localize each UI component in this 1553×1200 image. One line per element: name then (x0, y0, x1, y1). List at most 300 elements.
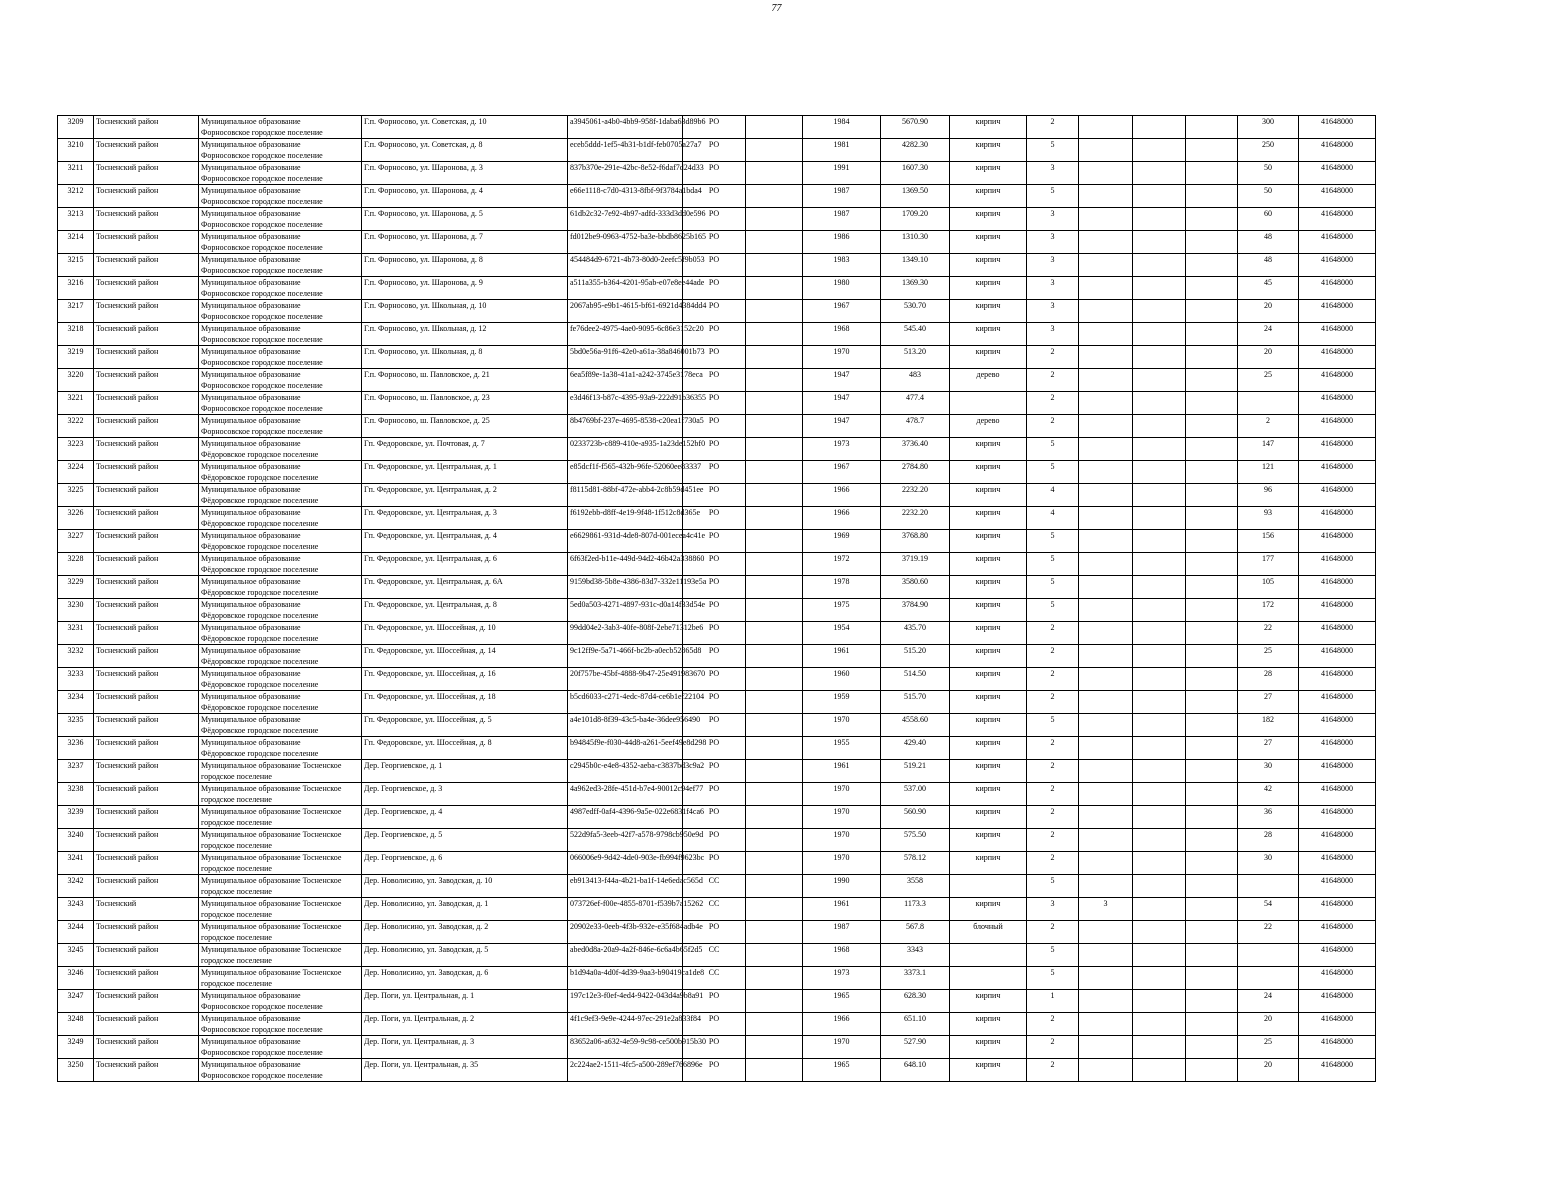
area-cell: 519.21 (881, 760, 950, 783)
oktmo-cell: 41648000 (1299, 1036, 1376, 1059)
material-cell: кирпич (950, 898, 1027, 921)
empty-cell (1186, 277, 1238, 300)
address-cell: Г.п. Форносово, ул. Советская, д. 10 (362, 116, 568, 139)
address-cell: Г.п. Форносово, ул. Шаронова, д. 7 (362, 231, 568, 254)
district-cell: Тосненский район (94, 760, 199, 783)
guid-cell: 454484d9-6721-4b73-80d0-2eefc5f9b053 (568, 254, 683, 277)
ownership-form-cell: РО (683, 254, 746, 277)
ownership-form-cell: СС (683, 875, 746, 898)
material-cell: кирпич (950, 300, 1027, 323)
entrances-cell (1079, 277, 1133, 300)
floors-cell: 3 (1027, 898, 1079, 921)
municipality-line: Форносовское городское поселение (201, 289, 323, 298)
guid-cell: fd012be9-0963-4752-ba3e-bbdb8625b165 (568, 231, 683, 254)
floors-cell: 5 (1027, 553, 1079, 576)
ownership-form-cell: РО (683, 806, 746, 829)
material-cell: дерево (950, 415, 1027, 438)
apartments-cell: 28 (1238, 668, 1299, 691)
municipality-line: городское поселение (201, 864, 272, 873)
guid-cell: e66e1118-c7d0-4313-8fbf-9f3784a1bda4 (568, 185, 683, 208)
row-number: 3219 (58, 346, 94, 369)
floors-cell: 2 (1027, 645, 1079, 668)
entrances-cell (1079, 967, 1133, 990)
area-cell: 578.12 (881, 852, 950, 875)
apartments-cell: 48 (1238, 231, 1299, 254)
entrances-cell (1079, 852, 1133, 875)
ownership-form-cell: СС (683, 898, 746, 921)
material-cell: кирпич (950, 254, 1027, 277)
apartments-cell: 50 (1238, 185, 1299, 208)
apartments-cell (1238, 967, 1299, 990)
oktmo-cell: 41648000 (1299, 783, 1376, 806)
municipality-cell (199, 599, 362, 622)
empty-cell (1133, 760, 1186, 783)
empty-cell (746, 162, 803, 185)
area-cell: 3768.80 (881, 530, 950, 553)
municipality-line: Фёдоровское городское поселение (201, 496, 319, 505)
empty-cell (1186, 967, 1238, 990)
apartments-cell: 30 (1238, 852, 1299, 875)
municipality-cell (199, 622, 362, 645)
table-row (58, 231, 1376, 254)
table-row (58, 162, 1376, 185)
entrances-cell (1079, 1036, 1133, 1059)
table-row (58, 691, 1376, 714)
year-cell: 1987 (803, 921, 881, 944)
year-cell: 1978 (803, 576, 881, 599)
empty-cell (1133, 162, 1186, 185)
empty-cell (746, 369, 803, 392)
row-number: 3226 (58, 507, 94, 530)
municipality-line: Форносовское городское поселение (201, 1048, 323, 1057)
municipality-line: Муниципальное образование Тосненское (201, 968, 342, 977)
year-cell: 1983 (803, 254, 881, 277)
guid-cell: 0233723b-c889-410e-a935-1a23de152bf0 (568, 438, 683, 461)
oktmo-cell: 41648000 (1299, 990, 1376, 1013)
apartments-cell: 24 (1238, 323, 1299, 346)
address-cell: Дер. Поги, ул. Центральная, д. 3 (362, 1036, 568, 1059)
empty-cell (746, 461, 803, 484)
entrances-cell: 3 (1079, 898, 1133, 921)
material-cell: кирпич (950, 346, 1027, 369)
oktmo-cell: 41648000 (1299, 967, 1376, 990)
table-row (58, 737, 1376, 760)
oktmo-cell: 41648000 (1299, 898, 1376, 921)
floors-cell: 2 (1027, 921, 1079, 944)
area-cell: 429.40 (881, 737, 950, 760)
row-number: 3238 (58, 783, 94, 806)
empty-cell (1133, 921, 1186, 944)
row-number: 3239 (58, 806, 94, 829)
year-cell: 1960 (803, 668, 881, 691)
municipality-cell (199, 139, 362, 162)
year-cell: 1970 (803, 806, 881, 829)
area-cell: 628.30 (881, 990, 950, 1013)
address-cell: Гп. Федоровское, ул. Центральная, д. 6 (362, 553, 568, 576)
empty-cell (1133, 714, 1186, 737)
address-cell: Гп. Федоровское, ул. Центральная, д. 6А (362, 576, 568, 599)
municipality-cell (199, 714, 362, 737)
municipality-line: Муниципальное образование (201, 439, 301, 448)
empty-cell (746, 185, 803, 208)
area-cell: 530.70 (881, 300, 950, 323)
row-number: 3209 (58, 116, 94, 139)
area-cell: 477.4 (881, 392, 950, 415)
table-row (58, 599, 1376, 622)
table-row (58, 277, 1376, 300)
row-number: 3220 (58, 369, 94, 392)
year-cell: 1970 (803, 346, 881, 369)
municipality-line: Форносовское городское поселение (201, 1025, 323, 1034)
oktmo-cell: 41648000 (1299, 806, 1376, 829)
municipality-cell (199, 760, 362, 783)
apartments-cell: 28 (1238, 829, 1299, 852)
entrances-cell (1079, 760, 1133, 783)
empty-cell (1186, 898, 1238, 921)
guid-cell: eceb5ddd-1ef5-4b31-b1df-feb0705a27a7 (568, 139, 683, 162)
empty-cell (1186, 760, 1238, 783)
municipality-line: городское поселение (201, 933, 272, 942)
row-number: 3230 (58, 599, 94, 622)
empty-cell (746, 645, 803, 668)
area-cell: 1607.30 (881, 162, 950, 185)
apartments-cell: 250 (1238, 139, 1299, 162)
oktmo-cell: 41648000 (1299, 507, 1376, 530)
area-cell: 435.70 (881, 622, 950, 645)
ownership-form-cell: РО (683, 1013, 746, 1036)
year-cell: 1987 (803, 185, 881, 208)
municipality-line: Муниципальное образование (201, 715, 301, 724)
district-cell: Тосненский район (94, 622, 199, 645)
oktmo-cell: 41648000 (1299, 300, 1376, 323)
entrances-cell (1079, 162, 1133, 185)
apartments-cell: 20 (1238, 300, 1299, 323)
material-cell: кирпич (950, 1059, 1027, 1082)
ownership-form-cell: СС (683, 944, 746, 967)
empty-cell (746, 254, 803, 277)
ownership-form-cell: РО (683, 438, 746, 461)
floors-cell: 5 (1027, 599, 1079, 622)
entrances-cell (1079, 139, 1133, 162)
empty-cell (1133, 806, 1186, 829)
oktmo-cell: 41648000 (1299, 921, 1376, 944)
municipality-line: Форносовское городское поселение (201, 1071, 323, 1080)
empty-cell (1133, 737, 1186, 760)
material-cell: кирпич (950, 576, 1027, 599)
address-cell: Гп. Федоровское, ул. Шоссейная, д. 18 (362, 691, 568, 714)
address-cell: Гп. Федоровское, ул. Центральная, д. 1 (362, 461, 568, 484)
row-number: 3235 (58, 714, 94, 737)
year-cell: 1970 (803, 783, 881, 806)
municipality-line: Муниципальное образование (201, 991, 301, 1000)
row-number: 3212 (58, 185, 94, 208)
table-row (58, 668, 1376, 691)
municipality-line: Муниципальное образование (201, 1014, 301, 1023)
ownership-form-cell: РО (683, 461, 746, 484)
row-number: 3227 (58, 530, 94, 553)
district-cell: Тосненский район (94, 599, 199, 622)
ownership-form-cell: РО (683, 116, 746, 139)
oktmo-cell: 41648000 (1299, 1059, 1376, 1082)
address-cell: Гп. Федоровское, ул. Шоссейная, д. 10 (362, 622, 568, 645)
entrances-cell (1079, 599, 1133, 622)
municipality-line: Форносовское городское поселение (201, 151, 323, 160)
apartments-cell: 24 (1238, 990, 1299, 1013)
floors-cell: 3 (1027, 277, 1079, 300)
empty-cell (1186, 553, 1238, 576)
material-cell: кирпич (950, 162, 1027, 185)
apartments-cell (1238, 875, 1299, 898)
address-cell: Дер. Новолисино, ул. Заводская, д. 1 (362, 898, 568, 921)
year-cell: 1984 (803, 116, 881, 139)
entrances-cell (1079, 691, 1133, 714)
row-number: 3222 (58, 415, 94, 438)
district-cell: Тосненский район (94, 1036, 199, 1059)
entrances-cell (1079, 484, 1133, 507)
year-cell: 1986 (803, 231, 881, 254)
empty-cell (746, 116, 803, 139)
municipality-line: Фёдоровское городское поселение (201, 657, 319, 666)
empty-cell (1133, 898, 1186, 921)
empty-cell (1186, 806, 1238, 829)
municipality-line: Муниципальное образование Тосненское (201, 784, 342, 793)
oktmo-cell: 41648000 (1299, 668, 1376, 691)
floors-cell: 4 (1027, 507, 1079, 530)
empty-cell (1133, 875, 1186, 898)
municipality-line: Фёдоровское городское поселение (201, 588, 319, 597)
housing-register-table (57, 115, 1376, 1082)
municipality-cell (199, 507, 362, 530)
ownership-form-cell: РО (683, 323, 746, 346)
table-row (58, 553, 1376, 576)
municipality-line: Форносовское городское поселение (201, 266, 323, 275)
floors-cell: 5 (1027, 530, 1079, 553)
municipality-line: Муниципальное образование Тосненское (201, 899, 342, 908)
municipality-line: Муниципальное образование (201, 140, 301, 149)
material-cell: кирпич (950, 507, 1027, 530)
ownership-form-cell: РО (683, 277, 746, 300)
guid-cell: a3945061-a4b0-4bb9-958f-1daba63d89b6 (568, 116, 683, 139)
guid-cell: e85dcf1f-f565-432b-96fe-52060ee83337 (568, 461, 683, 484)
apartments-cell: 36 (1238, 806, 1299, 829)
address-cell: Дер. Поги, ул. Центральная, д. 2 (362, 1013, 568, 1036)
municipality-cell (199, 852, 362, 875)
ownership-form-cell: РО (683, 208, 746, 231)
row-number: 3232 (58, 645, 94, 668)
row-number: 3231 (58, 622, 94, 645)
oktmo-cell: 41648000 (1299, 645, 1376, 668)
floors-cell: 5 (1027, 185, 1079, 208)
year-cell: 1954 (803, 622, 881, 645)
area-cell: 3580.60 (881, 576, 950, 599)
empty-cell (1186, 438, 1238, 461)
apartments-cell: 25 (1238, 1036, 1299, 1059)
municipality-line: городское поселение (201, 887, 272, 896)
empty-cell (746, 668, 803, 691)
empty-cell (1186, 415, 1238, 438)
oktmo-cell: 41648000 (1299, 1013, 1376, 1036)
year-cell: 1970 (803, 1036, 881, 1059)
entrances-cell (1079, 369, 1133, 392)
guid-cell: eb913413-f44a-4b21-ba1f-14e6edac565d (568, 875, 683, 898)
empty-cell (746, 277, 803, 300)
empty-cell (1186, 714, 1238, 737)
empty-cell (746, 714, 803, 737)
row-number: 3233 (58, 668, 94, 691)
apartments-cell: 20 (1238, 1013, 1299, 1036)
empty-cell (1186, 645, 1238, 668)
municipality-line: Фёдоровское городское поселение (201, 565, 319, 574)
empty-cell (1186, 346, 1238, 369)
material-cell: кирпич (950, 852, 1027, 875)
empty-cell (1133, 668, 1186, 691)
empty-cell (1186, 944, 1238, 967)
entrances-cell (1079, 783, 1133, 806)
municipality-line: Муниципальное образование (201, 301, 301, 310)
municipality-line: Муниципальное образование (201, 370, 301, 379)
municipality-line: Муниципальное образование (201, 623, 301, 632)
year-cell: 1966 (803, 1013, 881, 1036)
year-cell: 1961 (803, 645, 881, 668)
entrances-cell (1079, 1059, 1133, 1082)
area-cell: 3736.40 (881, 438, 950, 461)
empty-cell (1186, 484, 1238, 507)
empty-cell (1133, 231, 1186, 254)
area-cell: 478.7 (881, 415, 950, 438)
entrances-cell (1079, 208, 1133, 231)
guid-cell: 6f63f2ed-b11e-449d-94d2-46b42a338860 (568, 553, 683, 576)
table-row (58, 323, 1376, 346)
area-cell: 2232.20 (881, 507, 950, 530)
municipality-cell (199, 829, 362, 852)
material-cell: кирпич (950, 714, 1027, 737)
material-cell: кирпич (950, 668, 1027, 691)
municipality-line: Муниципальное образование Тосненское (201, 807, 342, 816)
municipality-line: Муниципальное образование (201, 669, 301, 678)
municipality-cell (199, 530, 362, 553)
address-cell: Г.п. Форносово, ул. Шаронова, д. 3 (362, 162, 568, 185)
ownership-form-cell: РО (683, 645, 746, 668)
empty-cell (746, 576, 803, 599)
district-cell: Тосненский район (94, 737, 199, 760)
entrances-cell (1079, 346, 1133, 369)
area-cell: 5670.90 (881, 116, 950, 139)
year-cell: 1967 (803, 461, 881, 484)
municipality-line: городское поселение (201, 979, 272, 988)
empty-cell (1186, 323, 1238, 346)
ownership-form-cell: РО (683, 1036, 746, 1059)
area-cell: 4558.60 (881, 714, 950, 737)
guid-cell: 9c12ff9e-5a71-466f-bc2b-a0ecb52865d8 (568, 645, 683, 668)
entrances-cell (1079, 806, 1133, 829)
district-cell: Тосненский район (94, 323, 199, 346)
municipality-cell (199, 185, 362, 208)
empty-cell (746, 760, 803, 783)
empty-cell (746, 507, 803, 530)
material-cell: кирпич (950, 116, 1027, 139)
row-number: 3248 (58, 1013, 94, 1036)
oktmo-cell: 41648000 (1299, 576, 1376, 599)
address-cell: Г.п. Форносово, ул. Советская, д. 8 (362, 139, 568, 162)
district-cell: Тосненский район (94, 277, 199, 300)
municipality-line: Форносовское городское поселение (201, 381, 323, 390)
area-cell: 1310.30 (881, 231, 950, 254)
table-row (58, 300, 1376, 323)
area-cell: 513.20 (881, 346, 950, 369)
floors-cell: 5 (1027, 576, 1079, 599)
ownership-form-cell: РО (683, 300, 746, 323)
floors-cell: 2 (1027, 668, 1079, 691)
empty-cell (1186, 208, 1238, 231)
guid-cell: 073726ef-f00e-4855-8701-f539b7a15262 (568, 898, 683, 921)
district-cell: Тосненский район (94, 921, 199, 944)
floors-cell: 2 (1027, 829, 1079, 852)
apartments-cell: 42 (1238, 783, 1299, 806)
table-row (58, 875, 1376, 898)
municipality-cell (199, 323, 362, 346)
empty-cell (1133, 415, 1186, 438)
area-cell: 1369.30 (881, 277, 950, 300)
district-cell: Тосненский район (94, 691, 199, 714)
oktmo-cell: 41648000 (1299, 162, 1376, 185)
table-row (58, 783, 1376, 806)
empty-cell (1133, 300, 1186, 323)
area-cell: 567.8 (881, 921, 950, 944)
entrances-cell (1079, 254, 1133, 277)
area-cell: 575.50 (881, 829, 950, 852)
row-number: 3223 (58, 438, 94, 461)
municipality-cell (199, 1059, 362, 1082)
apartments-cell: 96 (1238, 484, 1299, 507)
row-number: 3242 (58, 875, 94, 898)
municipality-cell (199, 438, 362, 461)
address-cell: Дер. Поги, ул. Центральная, д. 35 (362, 1059, 568, 1082)
area-cell: 2784.80 (881, 461, 950, 484)
municipality-line: Муниципальное образование (201, 692, 301, 701)
oktmo-cell: 41648000 (1299, 415, 1376, 438)
guid-cell: 61db2c32-7e92-4b97-adfd-333d3dd0e596 (568, 208, 683, 231)
entrances-cell (1079, 714, 1133, 737)
table-row (58, 116, 1376, 139)
row-number: 3216 (58, 277, 94, 300)
apartments-cell: 182 (1238, 714, 1299, 737)
year-cell: 1959 (803, 691, 881, 714)
ownership-form-cell: РО (683, 507, 746, 530)
guid-cell: 20f757be-45bf-4888-9b47-25e491983670 (568, 668, 683, 691)
oktmo-cell: 41648000 (1299, 484, 1376, 507)
guid-cell: 2c224ae2-1511-4fc5-a500-289ef766896e (568, 1059, 683, 1082)
empty-cell (1133, 208, 1186, 231)
municipality-cell (199, 668, 362, 691)
address-cell: Гп. Федоровское, ул. Шоссейная, д. 14 (362, 645, 568, 668)
entrances-cell (1079, 116, 1133, 139)
district-cell: Тосненский район (94, 645, 199, 668)
municipality-cell (199, 990, 362, 1013)
oktmo-cell: 41648000 (1299, 852, 1376, 875)
table-row (58, 461, 1376, 484)
guid-cell: fe76dee2-4975-4ae0-9095-6c86e3152c20 (568, 323, 683, 346)
municipality-cell (199, 875, 362, 898)
entrances-cell (1079, 944, 1133, 967)
area-cell: 3719.19 (881, 553, 950, 576)
floors-cell: 5 (1027, 438, 1079, 461)
guid-cell: 99dd04e2-3ab3-40fe-808f-2ebe71312be6 (568, 622, 683, 645)
guid-cell: 2067ab95-e9b1-4615-bf61-6921d4384dd4 (568, 300, 683, 323)
oktmo-cell: 41648000 (1299, 392, 1376, 415)
empty-cell (1133, 530, 1186, 553)
empty-cell (1133, 990, 1186, 1013)
municipality-cell (199, 921, 362, 944)
